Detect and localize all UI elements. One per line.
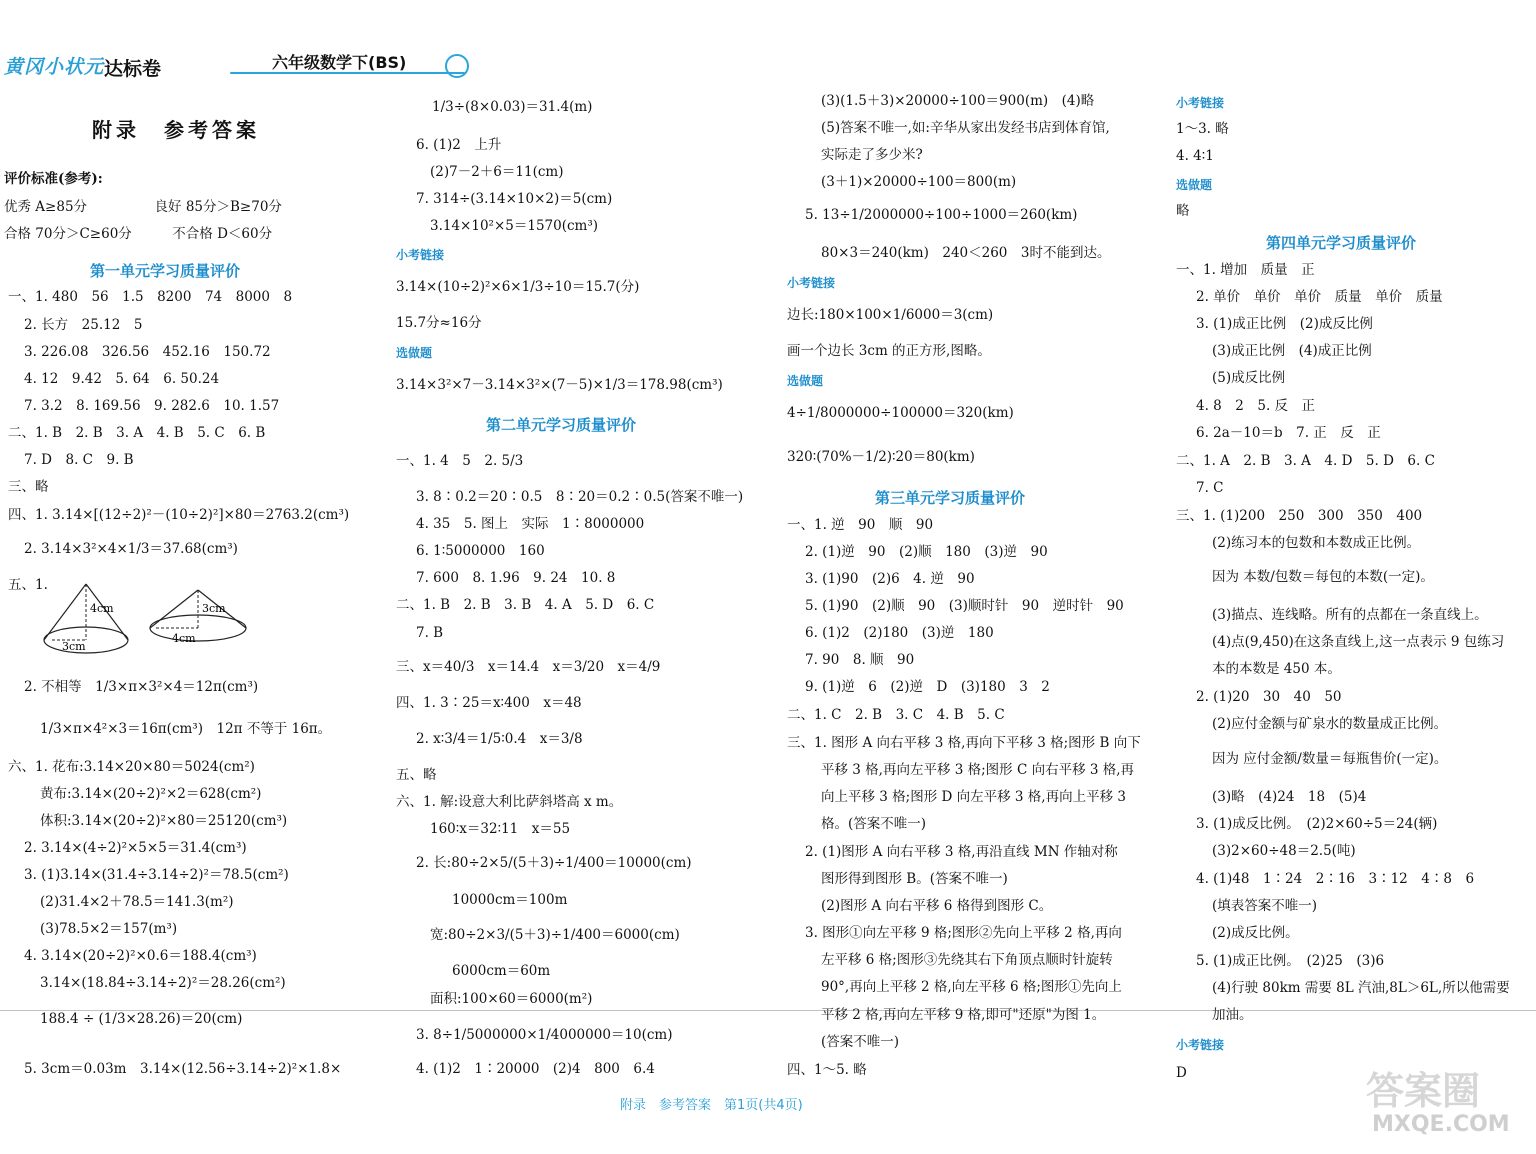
text-line: 2. 单价 单价 单价 质量 单价 质量 bbox=[1196, 289, 1443, 305]
page-title: 附录 参考答案 bbox=[92, 118, 260, 142]
text-line: (3)描点、连线略。所有的点都在一条直线上。 bbox=[1212, 607, 1488, 623]
text-line: 5. 13÷1/2000000÷100÷1000＝260(km) bbox=[805, 207, 1078, 223]
tag-label: 小考链接 bbox=[787, 276, 836, 290]
text-line: 一、1. 480 56 1.5 8200 74 8000 8 bbox=[8, 289, 293, 305]
text-line: 1/3÷(8×0.03)＝31.4(m) bbox=[432, 99, 593, 115]
text-line: 2. 长方 25.12 5 bbox=[24, 317, 143, 333]
text-line: 略 bbox=[1176, 203, 1190, 219]
text-line: 格。(答案不唯一) bbox=[821, 816, 927, 832]
text-line: 平移 2 格,再向左平移 9 格,即可"还原"为图 1。 bbox=[821, 1007, 1106, 1023]
text-line: 2. (1)图形 A 向右平移 3 格,再沿直线 MN 作轴对称 bbox=[805, 844, 1118, 860]
text-line: 五、略 bbox=[396, 767, 437, 783]
text-line: (2)练习本的包数和本数成正比例。 bbox=[1212, 535, 1421, 551]
text-line: 2. (1)20 30 40 50 bbox=[1196, 689, 1342, 705]
text-line: 7. D 8. C 9. B bbox=[24, 452, 134, 468]
tag-label: 小考链接 bbox=[1176, 1038, 1225, 1052]
text-line: 4. 3.14×(20÷2)²×0.6＝188.4(cm³) bbox=[24, 948, 257, 964]
text-line: 4. 35 5. 图上 实际 1∶8000000 bbox=[416, 516, 645, 532]
cone-1-height-label: 4cm bbox=[90, 602, 114, 615]
fold-line bbox=[0, 1010, 1536, 1011]
text-line: 四、1. 3.14×[(12÷2)²－(10÷2)²]×80＝2763.2(cm³) bbox=[8, 507, 350, 523]
swirl-icon bbox=[445, 54, 469, 78]
text-line: 三、1. (1)200 250 300 350 400 bbox=[1176, 508, 1423, 524]
text-line: 二、1. B 2. B 3. B 4. A 5. D 6. C bbox=[396, 597, 655, 613]
text-line: 7. 90 8. 顺 90 bbox=[805, 652, 915, 668]
text-line: 本的本数是 450 本。 bbox=[1212, 661, 1341, 677]
text-line: 优秀 A≥85分 良好 85分＞B≥70分 bbox=[4, 199, 282, 215]
text-line: 320∶(70%－1/2)∶20＝80(km) bbox=[787, 449, 975, 465]
text-line: 评价标准(参考): bbox=[4, 171, 103, 187]
text-line: 9. (1)逆 6 (2)逆 D (3)180 3 2 bbox=[805, 679, 1050, 695]
text-line: (3)略 (4)24 18 (5)4 bbox=[1212, 789, 1367, 805]
text-line: 7. B bbox=[416, 625, 444, 641]
text-line: 六、1. 花布:3.14×20×80＝5024(cm²) bbox=[8, 759, 255, 775]
cone-1 bbox=[44, 584, 128, 653]
text-line: 188.4 ÷ (1/3×28.26)＝20(cm) bbox=[40, 1011, 243, 1027]
text-line: 3.14×(10÷2)²×6×1/3÷10＝15.7(分) bbox=[396, 279, 640, 295]
text-line: 5. (1)90 (2)顺 90 (3)顺时针 90 逆时针 90 bbox=[805, 598, 1124, 614]
text-line: 二、1. C 2. B 3. C 4. B 5. C bbox=[787, 707, 1005, 723]
text-line: 1/3×π×4²×3＝16π(cm³) 12π 不等于 16π。 bbox=[40, 721, 332, 737]
text-line: 7. 314÷(3.14×10×2)＝5(cm) bbox=[416, 191, 613, 207]
text-line: 二、1. B 2. B 3. A 4. B 5. C 6. B bbox=[8, 425, 266, 441]
text-line: 6. (1)2 上升 bbox=[416, 137, 502, 153]
text-line: 1～3. 略 bbox=[1176, 121, 1229, 137]
header-rule bbox=[230, 72, 465, 74]
text-line: 2. 3.14×(4÷2)²×5×5＝31.4(cm³) bbox=[24, 840, 247, 856]
text-line: 3.14×10²×5＝1570(cm³) bbox=[430, 218, 599, 234]
text-line: 一、1. 逆 90 顺 90 bbox=[787, 517, 934, 533]
text-line: 实际走了多少米? bbox=[821, 147, 923, 163]
brand-subtitle: 达标卷 bbox=[104, 58, 162, 80]
text-line: (3)78.5×2＝157(m³) bbox=[40, 921, 178, 937]
text-line: 宽:80÷2×3/(5＋3)÷1/400＝6000(cm) bbox=[430, 927, 680, 943]
text-line: 四、1. 3∶25＝x∶400 x＝48 bbox=[396, 695, 582, 711]
text-line: D bbox=[1176, 1065, 1187, 1081]
text-line: 平移 3 格,再向左平移 3 格;图形 C 向右平移 3 格,再 bbox=[821, 762, 1135, 778]
tag-label: 小考链接 bbox=[396, 248, 445, 262]
text-line: 边长:180×100×1/6000＝3(cm) bbox=[787, 307, 994, 323]
text-line: (4)行驶 80km 需要 8L 汽油,8L＞6L,所以他需要 bbox=[1212, 980, 1510, 996]
grade-label: 六年级数学下(BS) bbox=[272, 53, 407, 72]
text-line: 2. x∶3/4＝1/5∶0.4 x＝3/8 bbox=[416, 731, 583, 747]
text-line: 3. (1)成正比例 (2)成反比例 bbox=[1196, 316, 1373, 332]
text-line: 10000cm＝100m bbox=[452, 892, 568, 908]
text-line: 2. 不相等 1/3×π×3²×4＝12π(cm³) bbox=[24, 679, 259, 695]
text-line: 图形得到图形 B。(答案不唯一) bbox=[821, 871, 1008, 887]
section-heading: 第二单元学习质量评价 bbox=[486, 416, 637, 434]
text-line: (4)点(9,450)在这条直线上,这一点表示 9 包练习 bbox=[1212, 634, 1505, 650]
text-line: (5)成反比例 bbox=[1212, 370, 1286, 386]
text-line: 3. 图形①向左平移 9 格;图形②先向上平移 2 格,再向 bbox=[805, 925, 1122, 941]
text-line: (2)图形 A 向右平移 6 格得到图形 C。 bbox=[821, 898, 1053, 914]
text-line: 2. (1)逆 90 (2)顺 180 (3)逆 90 bbox=[805, 544, 1048, 560]
text-line: 7. C bbox=[1196, 480, 1224, 496]
text-line: 160∶x＝32∶11 x＝55 bbox=[430, 821, 571, 837]
text-line: (答案不唯一) bbox=[821, 1034, 900, 1050]
text-line: (填表答案不唯一) bbox=[1212, 898, 1318, 914]
watermark-url: MXQE.COM bbox=[1372, 1112, 1510, 1137]
text-line: (2)应付金额与矿泉水的数量成正比例。 bbox=[1212, 716, 1448, 732]
text-line: 5. 3cm＝0.03m 3.14×(12.56÷3.14÷2)²×1.8× bbox=[24, 1061, 342, 1077]
text-line: (3)2×60÷48＝2.5(吨) bbox=[1212, 843, 1356, 859]
text-line: 90°,再向上平移 2 格,向左平移 6 格;图形①先向上 bbox=[821, 979, 1122, 995]
text-line: 黄布:3.14×(20÷2)²×2＝628(cm²) bbox=[40, 786, 262, 802]
text-line: 二、1. A 2. B 3. A 4. D 5. D 6. C bbox=[1176, 453, 1435, 469]
tag-label: 选做题 bbox=[1176, 178, 1213, 192]
text-line: (5)答案不唯一,如:辛华从家出发经书店到体育馆, bbox=[821, 120, 1110, 136]
text-line: 5. (1)成正比例。 (2)25 (3)6 bbox=[1196, 953, 1385, 969]
text-line: 合格 70分＞C≥60分 不合格 D＜60分 bbox=[4, 226, 273, 242]
text-line: 6. 2a－10＝b 7. 正 反 正 bbox=[1196, 425, 1381, 441]
page-header bbox=[0, 40, 1536, 90]
text-line: (3＋1)×20000÷100＝800(m) bbox=[821, 174, 1017, 190]
text-line: 3. 8∶0.2＝20∶0.5 8∶20＝0.2∶0.5(答案不唯一) bbox=[416, 489, 744, 505]
cone-1-radius-label: 3cm bbox=[62, 640, 86, 653]
text-line: 4. (1)2 1∶20000 (2)4 800 6.4 bbox=[416, 1061, 655, 1077]
text-line: 六、1. 解:设意大利比萨斜塔高 x m。 bbox=[396, 794, 623, 810]
text-line: 4. 12 9.42 5. 64 6. 50.24 bbox=[24, 371, 220, 387]
text-line: 三、略 bbox=[8, 479, 49, 495]
text-line: 体积:3.14×(20÷2)²×80＝25120(cm³) bbox=[40, 813, 288, 829]
text-line: (3)成正比例 (4)成正比例 bbox=[1212, 343, 1372, 359]
text-line: 加油。 bbox=[1212, 1007, 1253, 1023]
text-line: 4. 4∶1 bbox=[1176, 148, 1214, 164]
section-heading: 第三单元学习质量评价 bbox=[875, 489, 1026, 507]
text-line: 7. 600 8. 1.96 9. 24 10. 8 bbox=[416, 570, 616, 586]
text-line: 3. (1)3.14×(31.4÷3.14÷2)²＝78.5(cm²) bbox=[24, 867, 289, 883]
text-line: 3. (1)成反比例。 (2)2×60÷5＝24(辆) bbox=[1196, 816, 1438, 832]
text-line: 3. 8÷1/5000000×1/4000000＝10(cm) bbox=[416, 1027, 673, 1043]
text-line: 2. 3.14×3²×4×1/3＝37.68(cm³) bbox=[24, 541, 238, 557]
brand-logo: 黄冈小状元 bbox=[4, 56, 105, 78]
text-line: 3.14×3²×7－3.14×3²×(7－5)×1/3＝178.98(cm³) bbox=[396, 377, 723, 393]
page-footer: 附录 参考答案 第1页(共4页) bbox=[620, 1098, 803, 1113]
section-heading: 第四单元学习质量评价 bbox=[1266, 234, 1417, 252]
text-line: 7. 3.2 8. 169.56 9. 282.6 10. 1.57 bbox=[24, 398, 280, 414]
text-line: 一、1. 4 5 2. 5/3 bbox=[396, 453, 524, 469]
cone-diagrams bbox=[38, 578, 258, 658]
text-line: 三、x＝40/3 x＝14.4 x＝3/20 x＝4/9 bbox=[396, 659, 661, 675]
text-line: 四、1～5. 略 bbox=[787, 1062, 867, 1078]
text-line: 左平移 6 格;图形③先绕其右下角顶点顺时针旋转 bbox=[821, 952, 1113, 968]
text-line: 80×3＝240(km) 240＜260 3时不能到达。 bbox=[821, 245, 1111, 261]
text-line: 3. 226.08 326.56 452.16 150.72 bbox=[24, 344, 271, 360]
text-line: 3. (1)90 (2)6 4. 逆 90 bbox=[805, 571, 975, 587]
text-line: 一、1. 增加 质量 正 bbox=[1176, 262, 1315, 278]
text-line: 向上平移 3 格;图形 D 向左平移 3 格,再向上平移 3 bbox=[821, 789, 1126, 805]
text-line: 6000cm＝60m bbox=[452, 963, 551, 979]
text-line: (2)7－2＋6＝11(cm) bbox=[430, 164, 564, 180]
text-line: 6. (1)2 (2)180 (3)逆 180 bbox=[805, 625, 994, 641]
text-line: 6. 1∶5000000 160 bbox=[416, 543, 545, 559]
cone-2-height-label: 3cm bbox=[202, 602, 226, 615]
text-line: (3)(1.5＋3)×20000÷100＝900(m) (4)略 bbox=[821, 93, 1095, 109]
text-line: 2. 长:80÷2×5/(5＋3)÷1/400＝10000(cm) bbox=[416, 855, 692, 871]
tag-label: 小考链接 bbox=[1176, 96, 1225, 110]
text-line: (2)成反比例。 bbox=[1212, 925, 1299, 941]
text-line: 3.14×(18.84÷3.14÷2)²＝28.26(cm²) bbox=[40, 975, 286, 991]
text-line: 4÷1/8000000÷100000＝320(km) bbox=[787, 405, 1014, 421]
text-line: 三、1. 图形 A 向右平移 3 格,再向下平移 3 格;图形 B 向下 bbox=[787, 735, 1141, 751]
text-line: 面积:100×60＝6000(m²) bbox=[430, 991, 593, 1007]
section-heading: 第一单元学习质量评价 bbox=[90, 262, 241, 280]
text-line: 五、1. bbox=[8, 577, 48, 593]
text-line: 15.7分≈16分 bbox=[396, 315, 482, 331]
watermark-logo: 答案圈 bbox=[1366, 1069, 1481, 1113]
cone-2-radius-label: 4cm bbox=[172, 632, 196, 645]
text-line: 因为 应付金额/数量＝每瓶售价(一定)。 bbox=[1212, 751, 1448, 767]
text-line: 因为 本数/包数＝每包的本数(一定)。 bbox=[1212, 569, 1434, 585]
cone-2 bbox=[150, 590, 246, 641]
tag-label: 选做题 bbox=[787, 374, 824, 388]
text-line: (2)31.4×2＋78.5＝141.3(m²) bbox=[40, 894, 234, 910]
tag-label: 选做题 bbox=[396, 346, 433, 360]
text-line: 画一个边长 3cm 的正方形,图略。 bbox=[787, 343, 991, 359]
text-line: 4. (1)48 1∶24 2∶16 3∶12 4∶8 6 bbox=[1196, 871, 1475, 887]
text-line: 4. 8 2 5. 反 正 bbox=[1196, 398, 1316, 414]
